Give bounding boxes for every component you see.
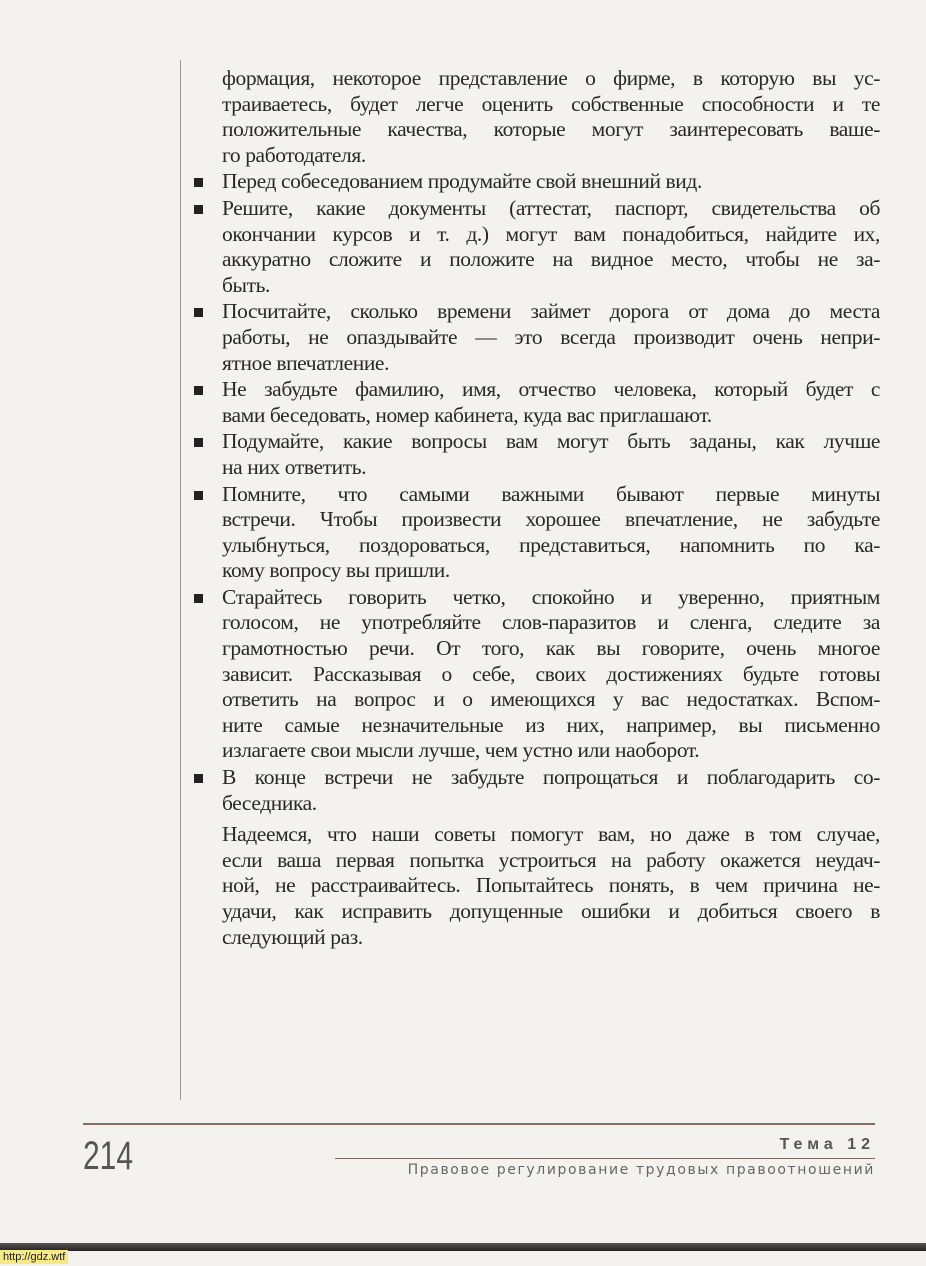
text-line: излагаете свои мысли лучше, чем устно или наоборот.: [222, 738, 700, 763]
list-item: [222, 482, 880, 584]
text-line: улыбнуться, поздороваться, представиться, напомнить по ка-: [222, 532, 880, 557]
text-line: ной, не расстраивайтесь. Попытайтесь понять, в чем причина не-: [222, 873, 880, 898]
bullet-icon: [194, 438, 203, 447]
text-line: беседника.: [222, 790, 317, 815]
bullet-icon: [194, 594, 203, 603]
body-text: [222, 66, 880, 950]
list-item: [222, 299, 880, 376]
list-item: [222, 196, 880, 298]
text-line: аккуратно сложите и положите на видное место, чтобы не за-: [222, 247, 880, 272]
margin-rule: [180, 60, 181, 1100]
text-line: Не забудьте фамилию, имя, отчество человека, который будет с: [222, 377, 880, 402]
text-line: окончании курсов и т. д.) могут вам понадобиться, найдите их,: [222, 221, 880, 246]
text-line: ятное впечатление.: [222, 350, 390, 375]
text-line: Старайтесь говорить четко, спокойно и уверенно, приятным: [222, 584, 880, 609]
text-line: зависит. Рассказывая о себе, своих достижениях будьте готовы: [222, 661, 880, 686]
text-line: положительные качества, которые могут заинтересовать ваше-: [222, 117, 880, 142]
bullet-icon: [194, 178, 203, 187]
text-line: В конце встречи не забудьте попрощаться и поблагодарить со-: [222, 765, 880, 790]
bullet-icon: [194, 308, 203, 317]
text-line: Посчитайте, сколько времени займет дорога от дома до места: [222, 299, 880, 324]
text-line: Надеемся, что наши советы помогут вам, но даже в том случае,: [222, 822, 880, 847]
text-line: если ваша первая попытка устроиться на работу окажется неудач-: [222, 847, 880, 872]
intro-paragraph: [222, 66, 880, 168]
text-line: работы, не опаздывайте — это всегда производит очень непри-: [222, 324, 880, 349]
text-line: Решите, какие документы (аттестат, паспорт, свидетельства об: [222, 195, 880, 220]
text-line: удачи, как исправить допущенные ошибки и добиться своего в: [222, 899, 880, 923]
scan-edge: [0, 1243, 926, 1251]
text-line: голосом, не употребляйте слов-паразитов и сленга, следите за: [222, 610, 880, 635]
list-item: [222, 169, 880, 195]
text-line: кому вопросу вы пришли.: [222, 558, 450, 583]
text-line: встречи. Чтобы произвести хорошее впечатление, не забудьте: [222, 507, 880, 532]
text-line: следующий раз.: [222, 924, 363, 949]
theme-rule: [335, 1158, 875, 1159]
text-line: Подумайте, какие вопросы вам могут быть заданы, как лучше: [222, 429, 880, 454]
bullet-icon: [194, 491, 203, 500]
text-line: Помните, что самыми важными бывают первые минуты: [222, 481, 880, 506]
bullet-icon: [194, 774, 203, 783]
text-line: ните самые незначительные из них, например, вы письменно: [222, 712, 880, 737]
list-item: [222, 429, 880, 480]
chapter-subtitle: Правовое регулирование трудовых правоотношений: [407, 1162, 875, 1178]
bullet-icon: [194, 205, 203, 214]
text-line: ответить на вопрос и о имеющихся у вас недостатках. Вспом-: [222, 687, 880, 712]
list-item: [222, 765, 880, 816]
page-number: 214: [83, 1134, 134, 1178]
footer-rule: [83, 1123, 875, 1125]
text-line: формация, некоторое представление о фирме, в которую вы ус-: [222, 66, 880, 90]
text-line: го работодателя.: [222, 142, 366, 167]
list-item: [222, 377, 880, 428]
chapter-theme: Тема 12: [779, 1136, 875, 1153]
bullet-icon: [194, 386, 203, 395]
text-line: вами беседовать, номер кабинета, куда вас приглашают.: [222, 402, 712, 427]
text-line: быть.: [222, 272, 270, 297]
text-line: на них ответить.: [222, 454, 367, 479]
text-line: грамотностью речи. От того, как вы говорите, очень многое: [222, 636, 880, 661]
list-item: [222, 585, 880, 764]
closing-paragraph: [222, 822, 880, 950]
text-line: траиваетесь, будет легче оценить собственные способности и те: [222, 91, 880, 116]
watermark-link[interactable]: http://gdz.wtf: [0, 1250, 68, 1264]
text-line: Перед собеседованием продумайте свой внешний вид.: [222, 169, 702, 194]
